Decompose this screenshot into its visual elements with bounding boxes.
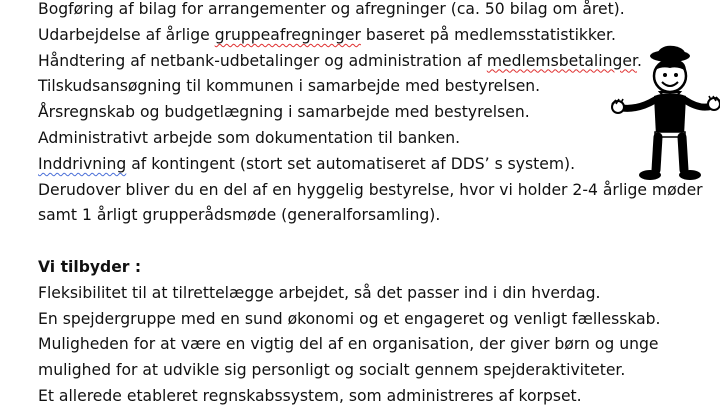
offer-line: mulighed for at udvikle sig personligt og socialt gennem spejderaktiviteter. [38, 361, 626, 380]
text-segment: Tilskudsansøgning til kommunen i samarbejde med bestyrelsen. [38, 77, 541, 96]
offer-line: Et allerede etableret regnskabssystem, som administreres af korpset. [38, 386, 582, 405]
duty-line [38, 203, 716, 229]
duty-line [38, 0, 716, 23]
grammar-flagged-word: Inddrivning [38, 154, 127, 173]
text-segment: af kontingent (stort set automatiseret af DDS’ s system). [126, 154, 576, 173]
text-segment: baseret på medlemsstatistikker. [360, 25, 616, 44]
text-segment: samt 1 årligt grupperådsmøde (generalforsamling). [38, 206, 441, 225]
text-segment: Administrativt arbejde som dokumentation til banken. [38, 128, 461, 147]
offers-list [38, 281, 716, 410]
offer-line: En spejdergruppe med en sund økonomi og et engageret og venligt fællesskab. [38, 309, 661, 328]
spelling-flagged-word: medlemsbetalinger [486, 51, 637, 70]
offer-line: Muligheden for at være en vigtig del af en organisation, der giver børn og unge [38, 335, 659, 354]
scout-boy-shrugging-icon [608, 44, 720, 184]
offer-line: Fleksibilitet til at tilrettelægge arbejdet, så det passer ind i din hverdag. [38, 283, 601, 302]
text-segment: Håndtering af netbank-udbetalinger og administration af [38, 51, 487, 70]
blank-line [38, 229, 716, 255]
spelling-flagged-word: gruppeafregninger [214, 25, 361, 44]
text-segment: Bogføring af bilag for arrangementer og afregninger (ca. 50 bilag om året). [38, 0, 625, 18]
text-segment: Årsregnskab og budgetlægning i samarbejde med bestyrelsen. [38, 103, 530, 122]
text-segment: . [636, 51, 642, 70]
text-segment: Derudover bliver du en del af en hyggelig bestyrelse, hvor vi holder 2-4 årlige møder [38, 180, 703, 199]
text-segment: Udarbejdelse af årlige [38, 25, 215, 44]
offer-heading: Vi tilbyder : [38, 257, 142, 276]
